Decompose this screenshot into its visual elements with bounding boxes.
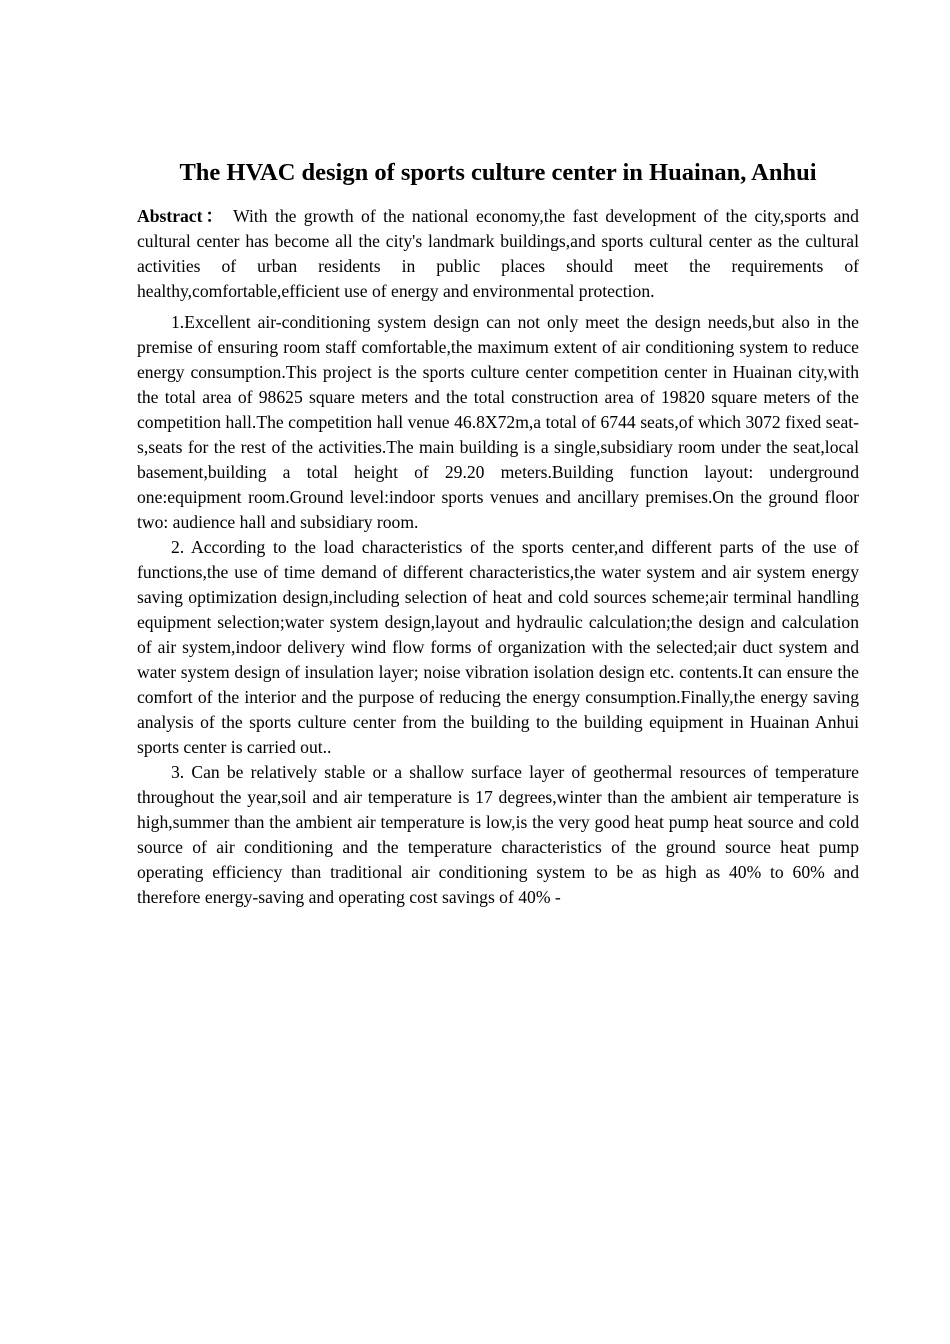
body-paragraph-1: 1.Excellent air-conditioning system design can not only meet the design needs,but also in the premise of ensuring room staff comfortable,the maximum extent of air conditioning system to reduce energy consumption.This project is the sports culture center competition center in Huainan city,with the total area of 98625 square meters and the total construction area of 19820 square meters of the competition hall.The competition hall venue 46.8X72m,a total of 6744 seats,of which 3072 fixed seat-s,seats for the rest of the activities.The main building is a single,subsidiary room under the seat,local basement,building a total height of 29.20 meters.Building function layout: underground one:equipment room.Ground level:indoor sports venues and ancillary premises.On the ground floor two: audience hall and subsidiary room. [137,312,859,532]
body-paragraph-3: 3. Can be relatively stable or a shallow surface layer of geothermal resources of temperature throughout the year,soil and air temperature is 17 degrees,winter than the ambient air temperature is high,summer than the ambient air temperature is low,is the very good heat pump heat source and cold source of air conditioning and the temperature characteristics of the ground source heat pump operating efficiency than traditional air conditioning system to be as high as 40% to 60% and therefore energy-saving and operating cost savings of 40% - [137,762,859,907]
body-paragraph-2: 2. According to the load characteristics of the sports center,and different parts of the use of functions,the use of time demand of different characteristics,the water system and air system energy saving optimization design,including selection of heat and cold sources scheme;air terminal handling equipment selection;water system design,layout and hydraulic calculation;the design and calculation of air system,indoor delivery wind flow forms of organization with the selected;air duct system and water system design of insulation layer; noise vibration isolation design etc. contents.It can ensure the comfort of the interior and the purpose of reducing the energy consumption.Finally,the energy saving analysis of the sports culture center from the building to the building equipment in Huainan Anhui sports center is carried out.. [137,537,859,757]
document-title: The HVAC design of sports culture center in Huainan, Anhui [179,159,817,186]
abstract-text: With the growth of the national economy,the fast development of the city,sports and cultural center has become all the city's landmark buildings,and sports cultural center as the cultural activities of urban residents in public places should meet the requirements of healthy,comfortable,efficient use of energy and environmental protection. [137,206,859,301]
abstract-label: Abstract： [137,206,227,226]
document-page [137,156,859,910]
abstract-paragraph [137,204,859,304]
